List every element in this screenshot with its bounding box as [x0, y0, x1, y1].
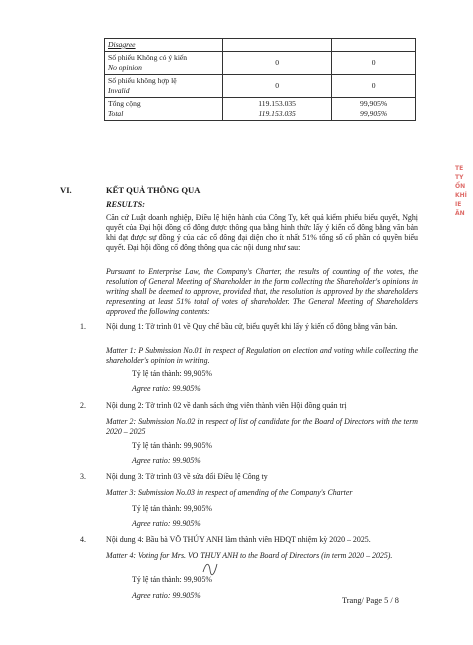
table-row-total: [105, 98, 416, 121]
total-count: 119.153.035: [258, 99, 296, 108]
section-number: VI.: [60, 185, 72, 195]
company-stamp-fragment: [455, 164, 473, 244]
item-number: 3.: [80, 472, 86, 481]
approval-rate-vi: Tỷ lệ tán thành: 99,905%: [132, 441, 212, 450]
total-count-en: 119.153.035: [258, 109, 296, 118]
item-vi: Nội dung 1: Tờ trình 01 về Quy chế bầu cử, biểu quyết khi lấy ý kiến cổ đông bằng văn bản.: [106, 322, 398, 331]
row-value-percent: 0: [332, 52, 416, 75]
table-row: [105, 39, 416, 52]
row-label-en: Disagree: [108, 40, 136, 49]
intro-en: Pursuant to Enterprise Law, the Company's Charter, the results of counting of the votes, the resolution of General Meeting of Shareholder in the form collecting the Shareholder's opinions in writing shall be deemed to approve, provided that, the resolution is approved by the shareholders representing at least 51% total of votes of shareholder. The General Meeting of Shareholders approved the following contents:: [106, 267, 418, 316]
results-label: RESULTS:: [106, 200, 146, 209]
row-value-count: 0: [223, 52, 332, 75]
stamp-text: KHÍ: [455, 192, 467, 199]
row-label-vi: Số phiếu không hợp lệ: [108, 76, 177, 85]
table-row: [105, 52, 416, 75]
item-en: Matter 1: P Submission No.01 in respect of Regulation on election and voting while collecting the shareholder's opinion in writing.: [106, 346, 418, 365]
stamp-text: ÃN: [455, 210, 465, 217]
row-label-vi: Tổng cộng: [108, 99, 141, 108]
stamp-text: TY: [455, 174, 464, 181]
approval-rate-vi: Tỷ lệ tán thành: 99,905%: [132, 575, 212, 584]
total-percent-en: 99,905%: [360, 109, 388, 118]
row-value-count: [223, 39, 332, 52]
section-title: KẾT QUẢ THÔNG QUA: [106, 185, 201, 195]
page-number: Trang/ Page 5 / 8: [342, 596, 399, 605]
item-number: 1.: [80, 322, 86, 331]
item-vi: Nội dung 3: Tờ trình 03 về sửa đổi Điều lệ Công ty: [106, 472, 268, 481]
table-row: [105, 75, 416, 98]
total-percent: 99,905%: [360, 99, 388, 108]
item-vi: Nội dung 2: Tờ trình 02 về danh sách ứng viên thành viên Hội đồng quản trị: [106, 401, 347, 410]
row-value-percent: 0: [332, 75, 416, 98]
approval-rate-en: Agree ratio: 99.905%: [132, 519, 201, 528]
row-label-en: No opinion: [108, 63, 142, 72]
approval-rate-en: Agree ratio: 99.905%: [132, 591, 201, 600]
row-value-count: 0: [223, 75, 332, 98]
approval-rate-vi: Tỷ lệ tán thành: 99,905%: [132, 504, 212, 513]
row-label-en: Total: [108, 109, 124, 118]
item-en: Matter 3: Submission No.03 in respect of amending of the Company's Charter: [106, 488, 353, 497]
initials-signature: [201, 558, 219, 578]
item-number: 4.: [80, 535, 86, 544]
stamp-text: ỔN: [455, 183, 466, 190]
row-label-vi: Số phiếu Không có ý kiến: [108, 53, 188, 62]
item-en: Matter 4: Voting for Mrs. VO THUY ANH to the Board of Directors (in term 2020 – 2025).: [106, 551, 393, 560]
intro-vi: Căn cứ Luật doanh nghiệp, Điều lệ hiện hành của Công Ty, kết quả kiểm phiếu biểu quyết, Nghị quyết của Đại hội đồng cổ đông được thông qua bằng hình thức lấy ý kiến cổ đông bằng văn bản khi đạt được sự đồng ý của các cổ đông đại diện cho ít nhất 51% tổng số cổ phần có quyền biểu quyết. Đại hội đồng cổ đông thông qua các nội dung như sau:: [106, 213, 418, 252]
row-value-percent: [332, 39, 416, 52]
vote-summary-table: [104, 38, 416, 121]
stamp-text: TE: [455, 165, 464, 172]
row-label-en: Invalid: [108, 86, 130, 95]
approval-rate-en: Agree ratio: 99.905%: [132, 456, 201, 465]
approval-rate-vi: Tỷ lệ tán thành: 99,905%: [132, 369, 212, 378]
item-vi: Nội dung 4: Bầu bà VÕ THÚY ANH làm thành viên HĐQT nhiệm kỳ 2020 – 2025.: [106, 535, 371, 544]
stamp-text: IE: [455, 201, 462, 208]
item-en: Matter 2: Submission No.02 in respect of list of candidate for the Board of Directors with the term 2020 – 2025: [106, 417, 418, 436]
approval-rate-en: Agree ratio: 99.905%: [132, 384, 201, 393]
item-number: 2.: [80, 401, 86, 410]
